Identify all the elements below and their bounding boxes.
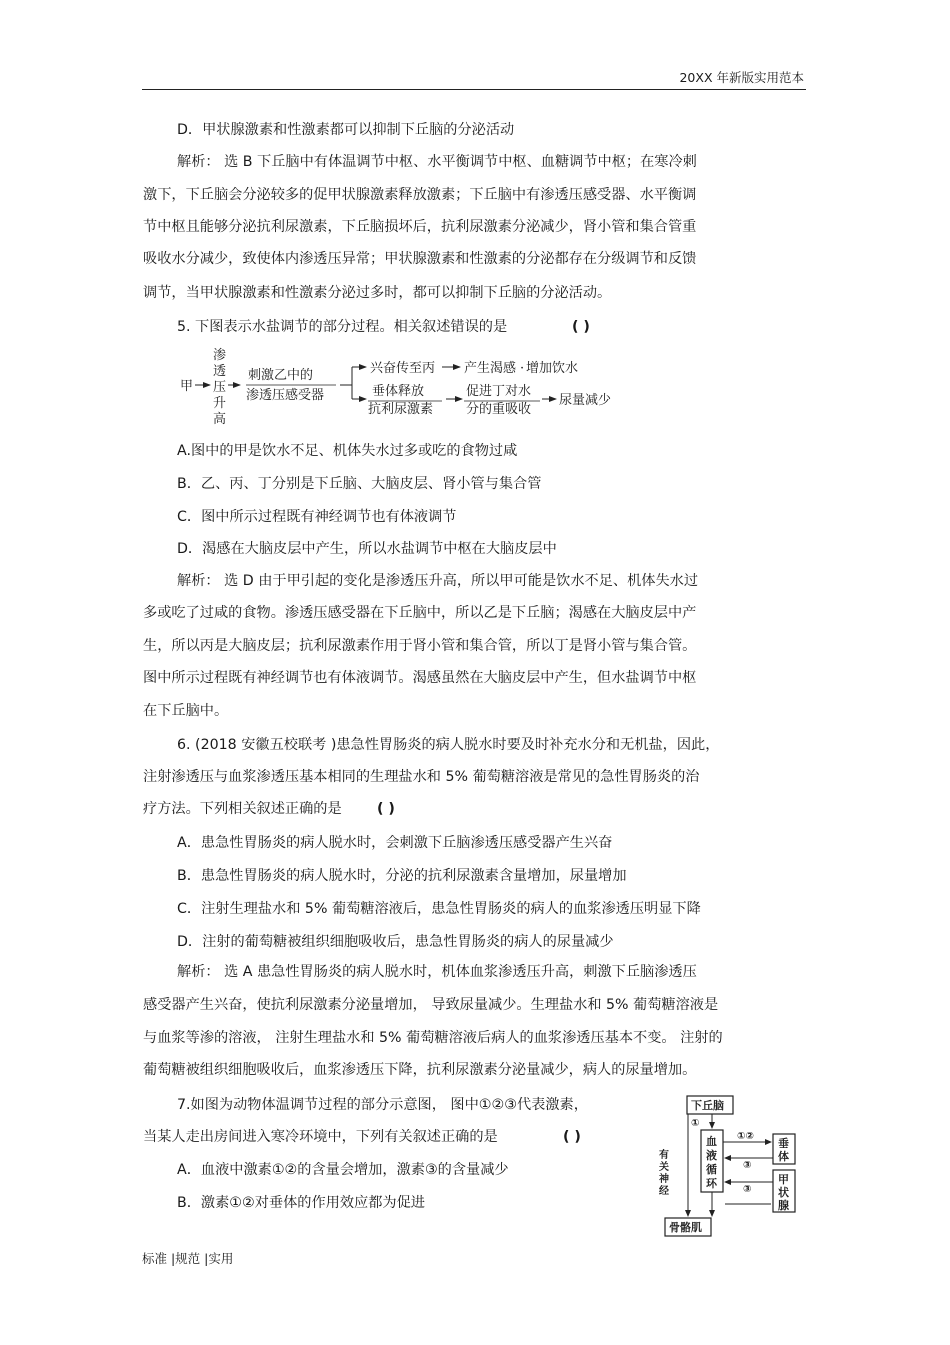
q6-analysis-line: 葡萄糖被组织细胞吸收后，血浆渗透压下降，抗利尿激素分泌量减少，病人的尿量增加。: [143, 1062, 697, 1078]
diagram-hypothalamus: 下丘脑: [691, 1099, 724, 1112]
header-rule: [142, 89, 806, 90]
diagram-hormone-label: ①②: [737, 1131, 754, 1142]
q5-option: A.图中的甲是饮水不足、机体失水过多或吃的食物过咸: [177, 443, 518, 459]
diagram-excite-cortex: 兴奋传至丙: [370, 361, 436, 376]
q6-stem: 6. (2018 安徽五校联考 )患急性胃肠炎的病人脱水时要及时补充水分和无机盐，因此，: [177, 737, 720, 753]
diagram-pituitary-release: 垂体释放: [372, 384, 425, 399]
page-footer: 标准 |规范 |实用: [142, 1251, 234, 1266]
q7-option: A．血液中激素①②的含量会增加，激素③的含量减少: [177, 1162, 509, 1178]
q5-answer-parens: ( ): [572, 319, 590, 335]
q6-analysis-line: 感受器产生兴奋，使抗利尿激素分泌量增加， 导致尿量减少。生理盐水和 5% 葡萄糖溶液是: [143, 997, 719, 1013]
q6-stem: 注射渗透压与血浆渗透压基本相同的生理盐水和 5% 葡萄糖溶液是常见的急性胃肠炎的治: [143, 769, 700, 785]
q5-stem: 5. 下图表示水盐调节的部分过程。相关叙述错误的是: [177, 319, 508, 335]
q6-analysis-line: 解析： 选 A 患急性胃肠炎的病人脱水时，机体血浆渗透压升高，刺激下丘脑渗透压: [177, 964, 697, 980]
diagram-nerve-char: 关: [659, 1162, 669, 1173]
diagram-pituitary-char: 垂: [778, 1137, 789, 1150]
q4-option-d: D．甲状腺激素和性激素都可以抑制下丘脑的分泌活动: [177, 122, 515, 138]
q4-analysis-line: 节中枢且能够分泌抗利尿激素，下丘脑损坏后，抗利尿激素分泌减少，肾小管和集合管重: [143, 219, 697, 235]
svg-text:·: ·: [520, 361, 525, 376]
q4-analysis-line: 激下，下丘脑会分泌较多的促甲状腺激素释放激素；下丘脑中有渗透压感受器、水平衡调: [143, 187, 697, 203]
diagram-pituitary-release: 抗利尿激素: [368, 402, 434, 417]
diagram-stimulate-receptor: 刺激乙中的: [248, 368, 314, 383]
q6-option: C．注射生理盐水和 5% 葡萄糖溶液后，患急性胃肠炎的病人的血浆渗透压明显下降: [177, 901, 701, 917]
diagram-blood-char: 环: [706, 1177, 717, 1190]
diagram-nerve-char: 经: [659, 1186, 669, 1197]
q6-answer-parens: ( ): [377, 801, 395, 817]
q4-analysis-line: 调节，当甲状腺激素和性激素分泌过多时，都可以抑制下丘脑的分泌活动。: [143, 285, 612, 301]
q6-option: D．注射的葡萄糖被组织细胞吸收后，患急性胃肠炎的病人的尿量减少: [177, 934, 614, 950]
diagram-hormone-label: ③: [743, 1184, 752, 1195]
q6-stem: 疗方法。下列相关叙述正确的是: [143, 801, 342, 817]
diagram-nerve-char: 神: [659, 1174, 669, 1185]
q5-analysis-line: 图中所示过程既有神经调节也有体液调节。渴感虽然在大脑皮层中产生，但水盐调节中枢: [143, 670, 697, 686]
diagram-skeletal-muscle: 骨骼肌: [669, 1221, 702, 1234]
page-header-title: 20XX 年新版实用范本: [679, 70, 804, 85]
q5-option: B．乙、丙、丁分别是下丘脑、大脑皮层、肾小管与集合管: [177, 476, 542, 492]
q5-analysis-line: 在下丘脑中。: [143, 703, 229, 719]
diagram-thirst: 产生渴感: [464, 361, 517, 376]
diagram-hormone-label: ①: [691, 1118, 700, 1129]
q5-option: C．图中所示过程既有神经调节也有体液调节: [177, 509, 457, 525]
diagram-reabsorb: 分的重吸收: [466, 402, 532, 417]
diagram-vertical-char: 透: [213, 364, 227, 379]
diagram-drink-more: 增加饮水: [526, 361, 579, 376]
q7-stem: 当某人走出房间进入寒冷环境中，下列有关叙述正确的是: [143, 1129, 498, 1145]
diagram-vertical-char: 压: [213, 380, 227, 395]
q7-stem: 7.如图为动物体温调节过程的部分示意图， 图中①②③代表激素，: [177, 1097, 588, 1113]
diagram-jia: 甲: [180, 379, 194, 394]
q6-analysis-line: 与血浆等渗的溶液， 注射生理盐水和 5% 葡萄糖溶液后病人的血浆渗透压基本不变。 注射的: [143, 1030, 723, 1046]
q6-option: A．患急性胃肠炎的病人脱水时，会刺激下丘脑渗透压感受器产生兴奋: [177, 835, 613, 851]
q4-analysis-line: 吸收水分减少，致使体内渗透压异常；甲状腺激素和性激素的分泌都存在分级调节和反馈: [143, 251, 697, 267]
diagram-vertical-char: 渗: [213, 348, 227, 363]
q7-option: B．激素①②对垂体的作用效应都为促进: [177, 1195, 425, 1211]
q7-thermoregulation-diagram: [655, 1094, 803, 1240]
diagram-thyroid-char: 状: [778, 1186, 789, 1199]
diagram-pituitary-char: 体: [778, 1150, 789, 1163]
q4-analysis-line: 解析： 选 B 下丘脑中有体温调节中枢、水平衡调节中枢、血糖调节中枢；在寒冷刺: [177, 154, 697, 170]
diagram-thyroid-char: 甲: [778, 1173, 789, 1186]
q5-water-salt-diagram: [178, 345, 628, 425]
q5-analysis-line: 生，所以丙是大脑皮层；抗利尿激素作用于肾小管和集合管，所以丁是肾小管与集合管。: [143, 638, 697, 654]
diagram-thyroid-char: 腺: [778, 1199, 789, 1212]
diagram-less-urine: 尿量减少: [559, 393, 612, 408]
diagram-blood-char: 循: [706, 1163, 717, 1176]
q5-analysis-line: 多或吃了过咸的食物。渗透压感受器在下丘脑中，所以乙是下丘脑；渴感在大脑皮层中产: [143, 605, 697, 621]
diagram-blood-char: 液: [706, 1149, 717, 1162]
diagram-blood-char: 血: [706, 1135, 717, 1148]
diagram-reabsorb: 促进丁对水: [466, 384, 532, 399]
diagram-vertical-char: 高: [213, 412, 227, 425]
diagram-nerve-char: 有: [659, 1150, 669, 1161]
diagram-hormone-label: ③: [743, 1160, 752, 1171]
q5-option: D．渴感在大脑皮层中产生，所以水盐调节中枢在大脑皮层中: [177, 541, 557, 557]
diagram-vertical-char: 升: [213, 396, 227, 411]
q7-answer-parens: ( ): [563, 1129, 581, 1145]
q6-option: B．患急性胃肠炎的病人脱水时，分泌的抗利尿激素含量增加，尿量增加: [177, 868, 627, 884]
q5-analysis-line: 解析： 选 D 由于甲引起的变化是渗透压升高，所以甲可能是饮水不足、机体失水过: [177, 573, 699, 589]
diagram-stimulate-receptor: 渗透压感受器: [246, 388, 325, 403]
